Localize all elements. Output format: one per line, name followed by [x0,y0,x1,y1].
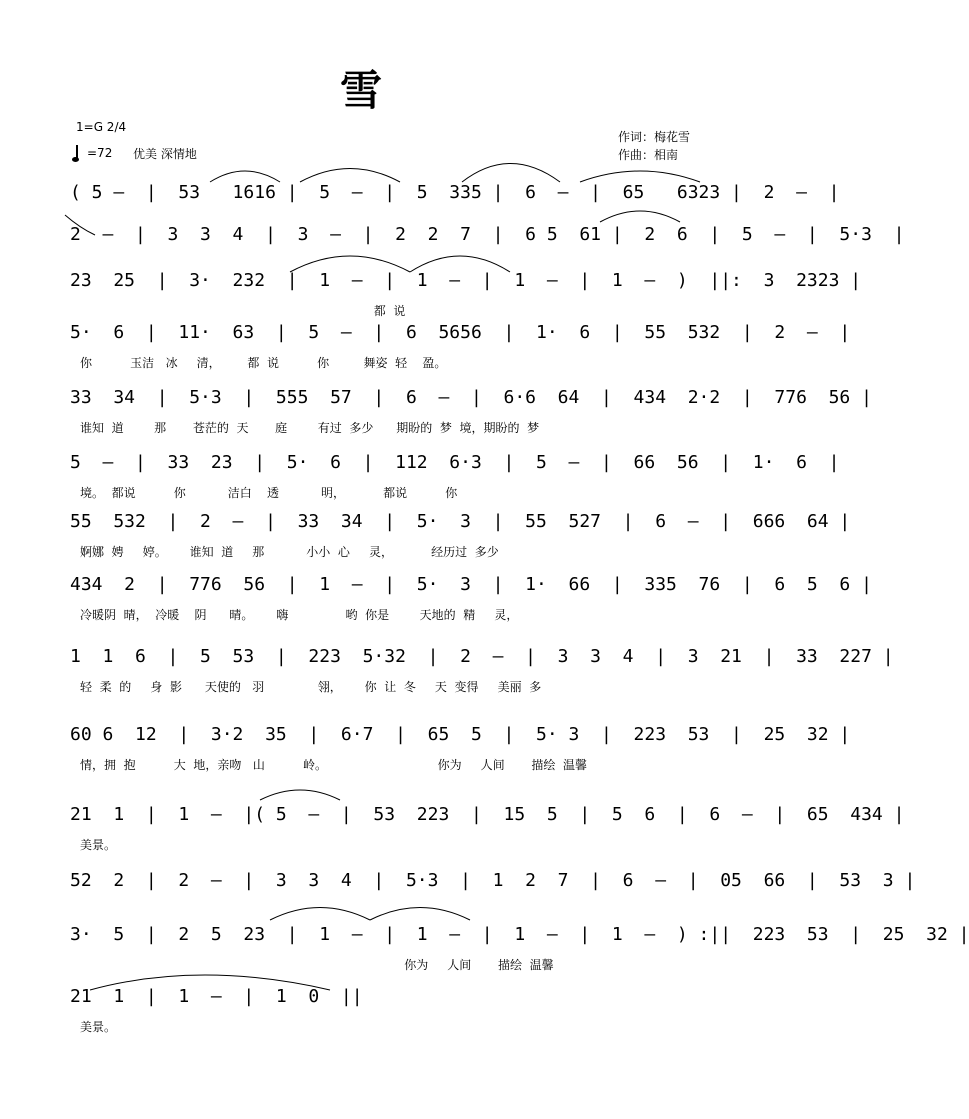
tempo-marking [76,145,112,160]
key-signature: 1=G 2/4 [76,120,127,134]
composer-credit: 作曲：相南 [618,148,679,162]
staff-row [70,316,851,370]
staff-row [70,798,905,852]
staff-row [70,264,862,318]
notation-line: 5 – | 33 23 | 5· 6 | 112 6·3 | 5 – | 66 56 | 1· 6 | [70,452,840,473]
lyric-line: 轻 柔 的 身 影 天使的 羽 翎， 你 让 冬 天 变得 美丽 多 [80,680,542,694]
notation-line: ( 5 – | 53 1616 | 5 – | 5 335 | 6 – | 65 6323 | 2 – | [70,182,840,203]
staff-row [70,446,840,500]
lyric-line: 都 说 [80,304,406,318]
lyric-line: 婀娜 娉 婷。 谁知 道 那 小小 心 灵， 经历过 多少 [80,545,499,559]
notation-line: 55 532 | 2 – | 33 34 | 5· 3 | 55 527 | 6 – | 666 64 | [70,511,851,532]
notation-line: 33 34 | 5·3 | 555 57 | 6 – | 6·6 64 | 434 2·2 | 776 56 | [70,387,872,408]
lyric-line: 冷暖阴 晴， 冷暖 阴 晴。 嗨 哟 你是 天地的 精 灵， [80,608,519,622]
performance-style: 优美 深情地 [133,147,197,161]
staff-row [70,918,969,972]
lyric-line: 美景。 [80,838,117,852]
staff-row [70,718,851,772]
staff-row [70,640,894,694]
song-title: 雪 [340,66,385,115]
lyric-line: 情，拥 抱 大 地，亲吻 山 岭。 你为 人间 描绘 温馨 [80,758,588,772]
lyric-line: 谁知 道 那 苍茫的 天 庭 有过 多少 期盼的 梦 境，期盼的 梦 [80,421,540,435]
notation-line: 3· 5 | 2 5 23 | 1 – | 1 – | 1 – | 1 – ) :|| 223 53 | 25 32 | [70,924,969,945]
notation-line: 21 1 | 1 – |( 5 – | 53 223 | 15 5 | 5 6 | 6 – | 65 434 | [70,804,905,825]
staff-row [70,505,851,559]
staff-row [70,864,916,898]
notation-line: 52 2 | 2 – | 3 3 4 | 5·3 | 1 2 7 | 6 – | 05 66 | 53 3 | [70,870,916,891]
staff-row [70,568,872,622]
lyric-line: 境。 都说 你 洁白 透 明， 都说 你 [80,486,458,500]
notation-line: 2 – | 3 3 4 | 3 – | 2 2 7 | 6 5 61 | 2 6 | 5 – | 5·3 | [70,224,905,245]
lyric-line: 美景。 [80,1020,117,1034]
lyric-line: 你 玉洁 冰 清， 都 说 你 舞姿 轻 盈。 [80,356,447,370]
lyricist-credit: 作词：梅花雪 [618,130,691,144]
staff-row [70,176,840,210]
notation-line: 434 2 | 776 56 | 1 – | 5· 3 | 1· 66 | 335 76 | 6 5 6 | [70,574,872,595]
staff-row [70,218,905,252]
staff-row [70,381,872,435]
notation-line: 21 1 | 1 – | 1 0 || [70,986,363,1007]
notation-line: 5· 6 | 11· 63 | 5 – | 6 5656 | 1· 6 | 55 532 | 2 – | [70,322,851,343]
quarter-note-icon [76,145,84,159]
notation-line: 60 6 12 | 3·2 35 | 6·7 | 65 5 | 5· 3 | 223 53 | 25 32 | [70,724,851,745]
tempo-value: =72 [87,146,113,160]
notation-line: 1 1 6 | 5 53 | 223 5·32 | 2 – | 3 3 4 | 3 21 | 33 227 | [70,646,894,667]
lyric-line: 你为 人间 描绘 温馨 [80,958,554,972]
notation-line: 23 25 | 3· 232 | 1 – | 1 – | 1 – | 1 – ) ||: 3 2323 | [70,270,862,291]
staff-row [70,980,720,1034]
